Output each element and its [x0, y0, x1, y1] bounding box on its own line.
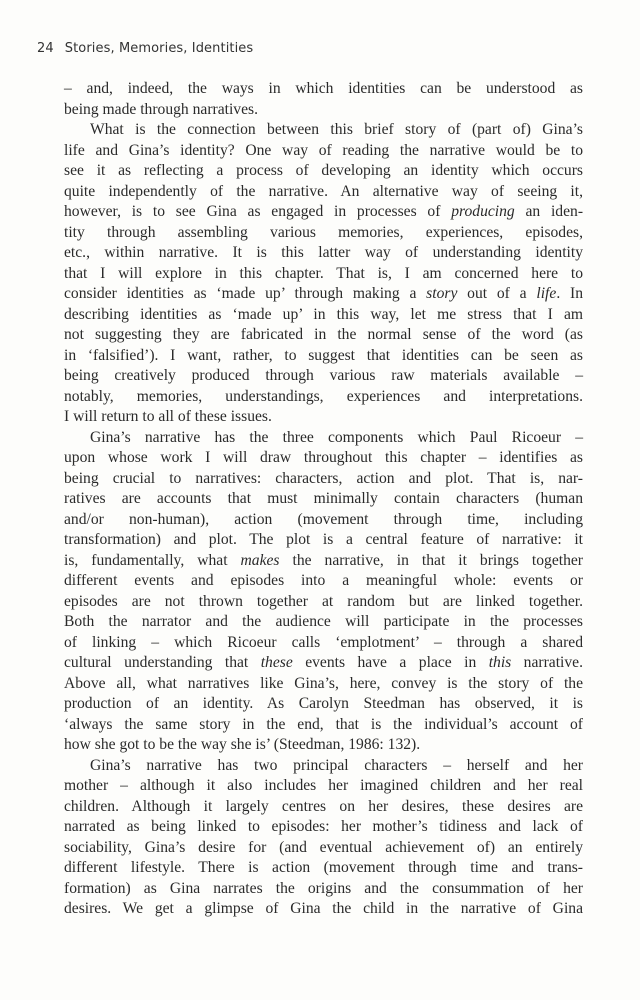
- text-line: production of an identity. As Carolyn Steedman has observed, it is: [64, 695, 583, 712]
- text-line: Gina’s narrative has two principal characters – herself and her: [90, 756, 583, 774]
- text-line: being crucial to narratives: characters, action and plot. That is, nar-: [64, 469, 583, 487]
- text-line: that I will explore in this chapter. That is, I am concerned here to: [64, 264, 583, 282]
- text-line: in ‘falsified’). I want, rather, to suggest that identities can be seen as: [64, 346, 583, 364]
- paragraph: [64, 120, 583, 428]
- text-line: not suggesting they are fabricated in the normal sense of the word (as: [64, 326, 583, 343]
- text-line: I will return to all of these issues.: [64, 408, 272, 425]
- text-line: being creatively produced through various raw materials available –: [64, 367, 583, 384]
- text-line: consider identities as ‘made up’ through making a story out of a life. In: [64, 285, 583, 302]
- text-line: ratives are accounts that must minimally contain characters (human: [64, 490, 583, 507]
- text-line: transformation) and plot. The plot is a central feature of narrative: it: [64, 531, 583, 548]
- text-line: cultural understanding that these events have a place in this narrative.: [64, 654, 583, 671]
- text-line: life and Gina’s identity? One way of reading the narrative would be to: [64, 141, 583, 159]
- text-line: notably, memories, understandings, experiences and interpretations.: [64, 387, 583, 405]
- text-line: etc., within narrative. It is this latter way of understanding identity: [64, 244, 583, 261]
- text-line: mother – although it also includes her imagined children and her real: [64, 777, 583, 794]
- text-line: – and, indeed, the ways in which identities can be understood as: [64, 80, 583, 97]
- text-line: ‘always the same story in the end, that is the individual’s account of: [64, 715, 583, 733]
- text-line: children. Although it largely centres on her desires, these desires are: [64, 797, 583, 815]
- text-line: formation) as Gina narrates the origins and the consummation of her: [64, 879, 583, 897]
- text-line: Above all, what narratives like Gina’s, here, convey is the story of the: [64, 674, 583, 692]
- text-line: different events and episodes into a meaningful whole: events or: [64, 572, 583, 589]
- page-number: 24: [37, 41, 54, 56]
- text-line: see it as reflecting a process of developing an identity which occurs: [64, 162, 583, 179]
- text-line: however, is to see Gina as engaged in processes of producing an iden-: [64, 203, 584, 220]
- text-line: and/or non-human), action (movement through time, including: [64, 510, 583, 528]
- text-line: being made through narratives.: [64, 100, 258, 118]
- body-text: [64, 79, 583, 920]
- text-line: What is the connection between this brief story of (part of) Gina’s: [90, 121, 583, 138]
- text-line: tity through assembling various memories, experiences, episodes,: [64, 223, 583, 241]
- text-line: describing identities as ‘made up’ in this way, let me stress that I am: [64, 305, 583, 323]
- running-title: Stories, Memories, Identities: [64, 41, 254, 56]
- text-line: Gina’s narrative has the three components which Paul Ricoeur –: [90, 428, 583, 446]
- text-line: desires. We get a glimpse of Gina the child in the narrative of Gina: [64, 900, 583, 917]
- text-line: how she got to be the way she is’ (Steedman, 1986: 132).: [64, 736, 421, 753]
- text-line: episodes are not thrown together at random but are linked together.: [64, 592, 583, 610]
- text-line: sociability, Gina’s desire for (and eventual achievement of) an entirely: [64, 838, 583, 856]
- text-line: is, fundamentally, what makes the narrative, in that it brings together: [64, 551, 583, 569]
- paragraph: [64, 79, 583, 120]
- paragraph: [64, 756, 583, 920]
- text-line: upon whose work I will draw throughout this chapter – identifies as: [64, 449, 583, 466]
- running-header: [37, 41, 253, 56]
- paragraph: [64, 428, 583, 756]
- text-line: Both the narrator and the audience will participate in the processes: [64, 613, 583, 630]
- text-line: different lifestyle. There is action (movement through time and trans-: [64, 859, 583, 876]
- text-line: of linking – which Ricoeur calls ‘emplotment’ – through a shared: [64, 633, 583, 651]
- text-line: narrated as being linked to episodes: her mother’s tidiness and lack of: [64, 818, 583, 835]
- text-line: quite independently of the narrative. An alternative way of seeing it,: [64, 182, 583, 200]
